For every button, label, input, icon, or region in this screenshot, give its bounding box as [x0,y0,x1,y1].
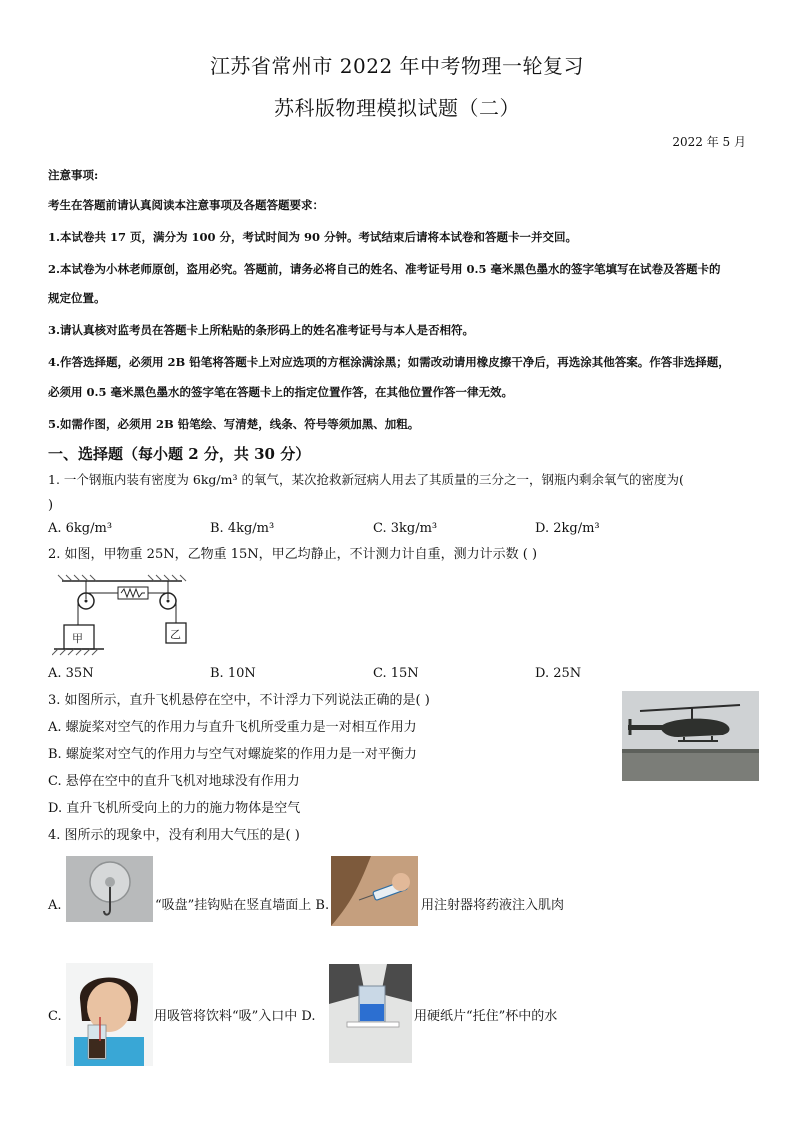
note-item-2-cont: 规定位置。 [48,291,106,305]
exam-title-line1: 江苏省常州市 2022 年中考物理一轮复习 [209,54,585,78]
suction-hook-photo [66,856,153,922]
syringe-injection-photo [331,856,418,926]
girl-drinking-straw-photo [66,963,153,1066]
q4-option-c-letter: C. [48,1009,62,1024]
paper-holds-water-photo [329,964,412,1063]
q2-option-c: C. 15N [373,666,419,681]
note-item-4: 4.作答选择题，必须用 2B 铅笔将答题卡上对应选项的方框涂满涂黑；如需改动请用橡皮擦干净后，再选涂其他答案。作答非选择题， [48,355,730,369]
section-title-choice: 一、选择题（每小题 2 分，共 30 分） [48,445,311,463]
q2-option-d: D. 25N [535,666,582,681]
q4-option-a-letter: A. [48,898,62,913]
q3-option-a: A. 螺旋桨对空气的作用力与直升飞机所受重力是一对相互作用力 [48,720,417,735]
note-item-1: 1.本试卷共 17 页，满分为 100 分，考试时间为 90 分钟。考试结束后请将本试卷和答题卡一并交回。 [48,230,578,244]
note-item-5: 5.如需作图，必须用 2B 铅笔绘、写清楚，线条、符号等须加黑、加粗。 [48,417,420,431]
q3-option-c: C. 悬停在空中的直升飞机对地球没有作用力 [48,774,300,789]
q3-option-d: D. 直升飞机所受向上的力的施力物体是空气 [48,801,301,816]
q1-stem-line1: 1. 一个钢瓶内装有密度为 6kg/m³ 的氧气，某次抢救新冠病人用去了其质量的三分之一，钢瓶内剩余氧气的密度为( [48,472,684,487]
q1-option-a: A. 6kg/m³ [48,521,113,536]
notes-heading: 注意事项: [48,168,99,182]
pulley-spring-diagram [52,573,192,663]
notes-intro: 考生在答题前请认真阅读本注意事项及各题答题要求： [48,198,324,212]
q4-option-d-text: 用硬纸片“托住”杯中的水 [414,1009,558,1024]
q2-option-a: A. 35N [48,666,94,681]
q1-stem-line2: ) [48,498,54,513]
q4-option-a-text: “吸盘”挂钩贴在竖直墙面上 B. [155,898,330,913]
helicopter-photo [622,691,759,781]
q4-stem: 4. 图所示的现象中，没有利用大气压的是( ) [48,828,300,843]
q4-option-c-text: 用吸管将饮料“吸”入口中 D. [154,1009,316,1024]
q2-option-b: B. 10N [210,666,256,681]
q1-option-b: B. 4kg/m³ [210,521,275,536]
q3-option-b: B. 螺旋桨对空气的作用力与空气对螺旋桨的作用力是一对平衡力 [48,747,417,762]
note-item-2: 2.本试卷为小林老师原创，盗用必究。答题前，请务必将自己的姓名、准考证号用 0.5 毫米黑色墨水的签字笔填写在试卷及答题卡的 [48,262,721,276]
note-item-3: 3.请认真核对监考员在答题卡上所粘贴的条形码上的姓名准考证号与本人是否相符。 [48,323,475,337]
q4-option-b-text: 用注射器将药液注入肌肉 [421,898,565,913]
label-yi: 乙 [170,628,181,641]
q3-stem: 3. 如图所示，直升飞机悬停在空中，不计浮力下列说法正确的是( ) [48,693,430,708]
label-jia: 甲 [72,632,83,645]
exam-title-line2: 苏科版物理模拟试题（二） [274,96,520,120]
q1-option-c: C. 3kg/m³ [373,521,438,536]
q2-stem: 2. 如图，甲物重 25N，乙物重 15N，甲乙均静止，不计测力计自重，测力计示数 ( ) [48,547,538,562]
note-item-4-cont: 必须用 0.5 毫米黑色墨水的签字笔在答题卡上的指定位置作答，在其他位置作答一律无效。 [48,385,514,399]
q1-option-d: D. 2kg/m³ [535,521,600,536]
exam-date: 2022 年 5 月 [672,135,746,149]
